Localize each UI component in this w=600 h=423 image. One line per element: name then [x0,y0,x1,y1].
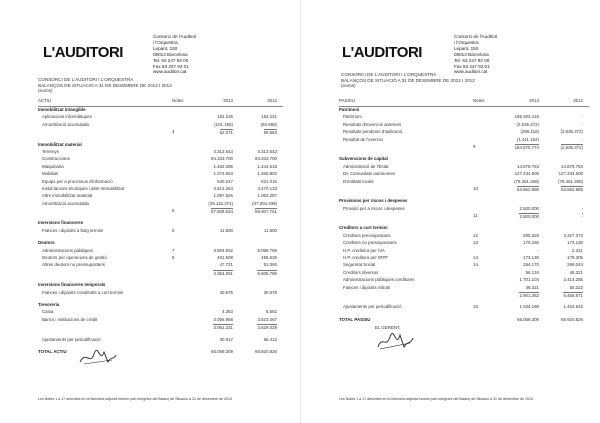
row-value-2012: 3.313.543 [257,148,277,154]
row-value-2013: 46.321 [525,284,539,290]
row-label: Amortització acumulada [42,200,89,206]
row-label: H.P. creditora per IVA [343,247,385,253]
row-value-2012: 3.327.373 [563,232,583,238]
table-row [339,213,589,220]
row-value-2013: 3.061.331 [213,325,233,331]
row-value-2012: - [581,214,583,220]
row-label: Provisió per a riscos i despeses [343,205,405,211]
table-row [38,107,283,114]
row-label: Equips per a processos d'informació [42,178,113,184]
row-value-2013: (286.118) [520,129,539,135]
table-row [38,186,283,193]
row-label: Resultat de l'exercici [343,136,384,142]
row-value-2013: 3.904.832 [213,247,233,253]
table-row [339,164,589,171]
row-label: Deutors [38,240,55,246]
row-value-2013: 65.059.309 [517,316,539,322]
row-label: Tresoreria [38,301,60,307]
document-title [341,72,475,89]
row-label: Resultats d'exercicis anteriors [343,121,402,127]
row-value-2013: 127.234.500 [514,171,539,177]
row-label: Ajustaments per periodificació [343,304,402,310]
row-value-2012: (78.451.268) [558,178,583,184]
row-label: Aplicacions informàtiques [42,114,92,120]
table-row [339,317,589,324]
footnote: Les Notes 1 a 17 descrites en la Memòria adjunta formen part integrant del Balanç de Situació a 31 de desembre de 2013 [339,397,533,401]
row-value-2013: 1.462.085 [213,163,233,169]
table-row [339,262,589,269]
row-value-2012: 69.563 [263,130,277,136]
table-row [38,179,283,186]
document-title [38,77,172,94]
table-row [38,149,283,156]
row-value-2013: (2.635.372) [516,121,539,127]
table-row [339,107,589,114]
table-row [339,270,589,277]
table-row [339,255,589,262]
row-value-2013: 2.500.000 [519,214,539,220]
row-value-2013: 63.662.985 [517,186,539,192]
table-row [339,156,589,163]
header-year-2: 2012 [267,98,277,103]
table-header [38,96,283,107]
table-row [339,225,589,232]
row-value-2013: 1.034.198 [519,304,539,310]
table-row [38,114,283,121]
row-value-2012: (2.635.372) [560,144,583,150]
table-row [38,324,283,331]
row-value-2012: 2.321 [572,247,583,253]
text-line: Tel. 93 247 93 00 [454,57,490,63]
row-value-2013: 30.917 [219,336,233,342]
row-value-2013: 62.071 [219,130,233,136]
table-row [38,208,283,215]
text-line: Consorci de l'Auditori [454,34,498,39]
row-value-2012: 63.662.985 [561,186,583,192]
row-value-2012: (84.658) [260,121,277,127]
row-note: 15 [473,304,478,310]
table-row [38,129,283,136]
row-value-2013: 254.170 [523,262,539,268]
row-label: TOTAL PASSIU [339,316,371,322]
row-value-2012: 173.130 [567,240,583,246]
table-row [339,248,589,255]
row-value-2012: 621.016 [261,178,277,184]
table-row [339,233,589,240]
row-value-2012: 14.879.753 [561,163,583,169]
table-row [339,137,589,144]
row-value-2013: - [537,247,539,253]
row-label: Immobilitzat intangible [38,107,86,112]
row-value-2012: - [581,121,583,127]
row-value-2012: 11.600 [263,227,277,233]
row-label: Administracions públiques creditores [343,277,415,283]
table-row [38,317,283,324]
table-row [38,270,283,277]
row-value-2012: 50.322 [569,284,583,290]
row-value-2012: - [581,205,583,211]
row-value-2013: (78.451.268) [514,178,539,184]
text-line: CONSORCI DE L'AUDITORI I L'ORQUESTRA [38,77,134,82]
row-value-2012: 4.470.133 [257,185,277,191]
text-line: www.auditori.cat [454,69,488,75]
row-label: Subvencions de capital [339,156,388,162]
table-row [38,337,283,344]
row-value-2012: 127.234.500 [558,171,583,177]
row-note: 9 [473,143,476,149]
table-row [339,144,589,151]
table-row [38,201,283,208]
row-value-2012: 68.920.826 [255,348,277,354]
row-label: Terrenys [42,148,59,154]
row-value-2012: 5.099.768 [257,247,277,253]
row-value-2012: - [581,114,583,120]
row-value-2012: 1.434.542 [563,304,583,310]
table-row [38,255,283,262]
text-line: www.auditori.cat [153,69,187,75]
row-note: 7 [172,247,175,253]
row-label: Creditors pressupostaris [343,232,391,238]
signature-mark [78,346,118,368]
page-right [300,0,600,423]
table-row [339,292,589,299]
signatory-label: EL GERENT, [375,325,401,330]
table-row [339,171,589,178]
table-row [38,262,283,269]
row-note: 5 [172,208,175,214]
row-label: Administració de l'Estat [343,163,389,169]
header-year-2: 2012 [573,98,583,103]
table-row [38,156,283,163]
row-note: 10 [473,185,478,191]
table-row [339,206,589,213]
row-label: Deutors per operacions de gestió [42,255,107,261]
row-value-2012: - [581,136,583,142]
contact-block [454,34,497,75]
row-value-2013: 3.313.543 [213,148,233,154]
header-year-1: 2013 [529,98,539,103]
contact-block [153,34,196,75]
row-value-2012: 1.063.287 [257,193,277,199]
row-label: TOTAL ACTIU [38,348,67,354]
row-value-2013: 84.333.700 [211,156,233,162]
table-row [339,129,589,136]
row-value-2013: 65.059.309 [211,348,233,354]
row-label: Caixa [42,309,54,315]
text-line: i l'Orquestra [153,39,178,45]
text-line: Fax 93 247 93 01 [454,63,490,69]
row-value-2012: 154.221 [261,114,277,120]
text-line: Lepant, 150 [153,45,178,51]
row-value-2013: (1.411.152) [516,136,539,142]
row-value-2013: 401.508 [217,255,233,261]
row-label: Altre immobilitzat material [42,193,93,199]
row-note: 4 [172,129,175,135]
text-line: i l'Orquestra [454,39,479,45]
row-label: Ajustaments per periodificació [42,336,101,342]
row-label: Mobiliari [42,171,59,177]
table-row [38,309,283,316]
row-value-2012: 3.629.029 [257,325,277,331]
table-header [339,96,589,107]
row-label: Bancs i institucions de crèdit [42,316,98,322]
row-label: Altres deutors no pressupostaris [42,262,105,268]
row-value-2013: 1.087.526 [213,193,233,199]
table-row [339,198,589,205]
table-row [38,349,283,356]
row-value-2012: 5.606.786 [257,270,277,276]
row-value-2013: 640.247 [217,178,233,184]
row-value-2012: 179.305 [567,255,583,261]
row-value-2013: 189.303.416 [514,114,539,120]
row-note: 14 [473,255,478,261]
table-row [38,248,283,255]
row-label: Fiances i dipòsits rebuts [343,284,391,290]
table-row [38,164,283,171]
row-label: Inversions financeres temporals [38,282,106,288]
row-label: Creditors diversos [343,269,379,275]
table-row [339,122,589,129]
row-note: 11 [473,213,478,219]
text-line: Consorci de l'Auditori [153,34,197,39]
table-row [339,277,589,284]
row-value-2013: 30.675 [219,289,233,295]
header-year-1: 2013 [223,98,233,103]
row-label: De Comunitats autònomes [343,171,395,177]
row-value-2013: 170.165 [523,240,539,246]
row-label: Maquinària [42,163,64,169]
text-line: CONSORCI DE L'AUDITORI I L'ORQUESTRA [341,72,437,77]
row-label: Instal·lacions tècniques i altre immobilitzat [42,185,124,191]
row-value-2012: 59.507.761 [255,209,277,215]
header-notes: Notes [172,98,184,103]
row-value-2013: 1.701.104 [519,277,539,283]
row-value-2013: 47.721 [219,262,233,268]
row-value-2012: 46.321 [569,269,583,275]
row-label: Fiances i dipòsits a llarg termini [42,227,104,233]
row-value-2013: 184.970.774 [514,144,539,150]
row-note: 6 [172,227,175,233]
table-row [339,179,589,186]
text-line: BALANÇOS DE SITUACIÓ A 31 DE DESEMBRE DE 2013 I 2012 [341,77,475,83]
row-note: 14 [473,262,478,268]
table-row [339,240,589,247]
row-value-2012: 6.458.671 [563,292,583,298]
row-value-2012: 3.623.467 [257,316,277,322]
table-row [339,114,589,121]
row-label: Construccions [42,156,70,162]
header-notes: Notes [473,98,485,103]
text-line: BALANÇOS DE SITUACIÓ A 31 DE DESEMBRE DE 2013 I 2012 [38,82,172,88]
row-value-2013: 2.500.000 [519,205,539,211]
table-row [38,302,283,309]
row-value-2012: 2.414.255 [563,277,583,283]
footnote: Les Notes 1 a 17 descrites en la Memòria adjunta formen part integrant del Balanç de Situació a 31 de desembre de 2013 [38,397,232,401]
table-row [339,304,589,311]
row-label: Administracions públiques [42,247,94,253]
row-value-2013: (39.115.374) [208,200,233,206]
row-label: D'entitats locals [343,178,374,184]
row-value-2012: (37.004.338) [252,200,277,206]
table-row [38,220,283,227]
row-value-2012: 30.675 [263,289,277,295]
header-label: ACTIU [38,98,52,103]
row-value-2013: 56.134 [525,269,539,275]
row-value-2012: 455.625 [261,255,277,261]
row-value-2012: 84.333.700 [255,156,277,162]
table-row [38,290,283,297]
row-label: H.P. creditora per IRPF [343,255,389,261]
table-row [339,186,589,193]
table-row [339,285,589,292]
row-value-2012: (2.635.372) [560,129,583,135]
row-label: Resultats pendents d'aplicació [343,129,403,135]
row-note: 8 [172,255,175,261]
row-value-2013: 4.363 [222,309,233,315]
row-label: Inversions financeres [38,220,84,226]
signature-mark [375,330,415,352]
row-value-2013: 4.513.254 [213,185,233,191]
text-line: (euros) [341,83,356,89]
row-value-2013: 163.226 [217,114,233,120]
auditori-logo: L'AUDITORI [342,44,422,61]
row-value-2012: 5.562 [266,309,277,315]
row-label: Creditors no pressupostaris [343,240,397,246]
row-value-2013: 1.273.653 [213,171,233,177]
row-label: Patrimoni [343,114,362,120]
row-label: Creditors a curt termini [339,225,388,231]
row-value-2013: (101.155) [214,121,233,127]
text-line: Lepant, 150 [454,45,479,51]
table-row [38,193,283,200]
table-row [38,122,283,129]
row-value-2013: 57.508.634 [211,209,233,215]
text-line: (euros) [38,88,53,94]
row-value-2013: 14.879.753 [517,163,539,169]
text-line: 08013 Barcelona [153,51,188,57]
row-note: 12 [473,232,478,238]
row-value-2013: 2.901.352 [519,292,539,298]
balance-table-liabilities [339,96,589,324]
row-value-2013: 173.130 [523,255,539,261]
row-value-2012: 1.265.802 [257,171,277,177]
balance-table-assets [38,96,283,356]
table-row [38,240,283,247]
row-value-2013: 500.328 [523,232,539,238]
table-row [38,171,283,178]
row-value-2012: 51.393 [263,262,277,268]
row-label: Patrimoni [339,107,360,112]
table-row [38,142,283,149]
text-line: 08013 Barcelona [454,51,489,57]
row-label: Fiances i dipòsits constituïts a curt termini [42,289,124,295]
table-row [38,228,283,235]
text-line: Fax 93 247 93 01 [153,63,189,69]
row-label: Amortització acumulada [42,121,89,127]
row-value-2013: 4.354.061 [213,270,233,276]
row-value-2012: 1.444.618 [257,163,277,169]
row-label: Seguretat Social [343,262,376,268]
row-value-2012: 68.920.826 [561,316,583,322]
row-label: Immobilitzat material [38,141,82,147]
row-label: Provisions per riscos i despeses [339,198,408,204]
row-value-2012: 266.044 [567,262,583,268]
header-label: PASSIU [339,98,355,103]
row-value-2013: 3.056.968 [213,316,233,322]
auditori-logo: L'AUDITORI [43,44,123,61]
table-row [38,282,283,289]
row-note: 13 [473,240,478,246]
row-value-2013: 11.600 [219,227,233,233]
text-line: Tel. 93 247 93 00 [153,57,189,63]
row-value-2012: 65.412 [263,336,277,342]
